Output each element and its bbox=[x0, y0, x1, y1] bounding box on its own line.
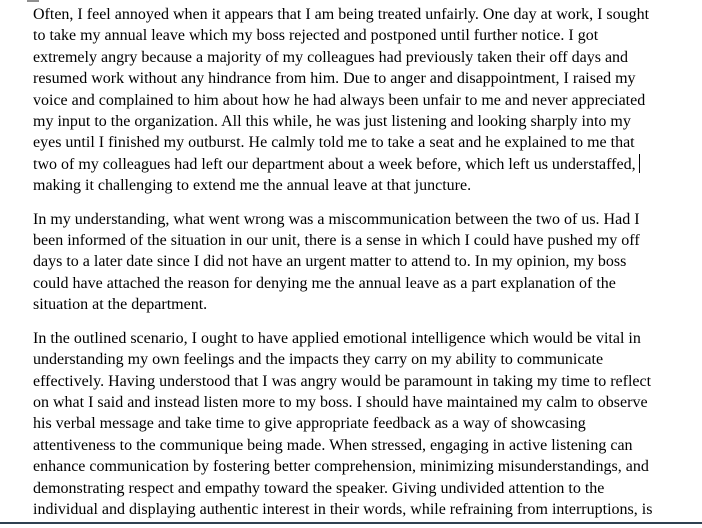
text-line[interactable]: to take my annual leave which my boss rejected and postponed until further notice. I got bbox=[33, 27, 599, 45]
text-line[interactable]: understanding my own feelings and the impacts they carry on my ability to communicate bbox=[33, 351, 604, 369]
text-line[interactable]: on what I said and instead listen more to my boss. I should have maintained my calm to observe bbox=[33, 393, 648, 411]
text-line-text: two of my colleagues had left our department about a week before, which left us understaffed, bbox=[33, 155, 636, 173]
document-text-area[interactable] bbox=[33, 4, 695, 528]
window-edge-bar bbox=[0, 522, 702, 524]
text-line[interactable]: could have attached the reason for denying me the annual leave as a part explanation of the bbox=[33, 274, 616, 292]
text-line[interactable]: attentiveness to the communique being made. When stressed, engaging in active listening can bbox=[33, 436, 633, 454]
text-line[interactable]: been informed of the situation in our unit, there is a sense in which I could have pushed my off bbox=[33, 232, 640, 250]
text-line[interactable]: eyes until I finished my outburst. He calmly told me to take a seat and he explained to me that bbox=[33, 134, 635, 152]
text-line[interactable]: my input to the organization. All this while, he was just listening and looking sharply into my bbox=[33, 113, 631, 131]
text-line[interactable]: individual and displaying authentic interest in their words, while refraining from interruptions, is bbox=[33, 500, 653, 518]
text-line[interactable]: resumed work without any hindrance from him. Due to anger and disappointment, I raised my bbox=[33, 70, 636, 88]
text-line[interactable]: effectively. Having understood that I was angry would be paramount in taking my time to reflect bbox=[33, 372, 652, 390]
cropped-ui-artifact bbox=[27, 0, 39, 2]
text-line[interactable]: Often, I feel annoyed when it appears that I am being treated unfairly. One day at work, I sought bbox=[33, 6, 650, 23]
paragraph-2[interactable] bbox=[33, 209, 695, 316]
text-line[interactable]: demonstrating respect and empathy toward the speaker. Giving undivided attention to the bbox=[33, 479, 605, 497]
text-line[interactable]: days to a later date since I did not have an urgent matter to attend to. In my opinion, my boss bbox=[33, 253, 627, 271]
text-line[interactable]: making it challenging to extend me the annual leave at that juncture. bbox=[33, 177, 472, 195]
text-line[interactable]: his verbal message and take time to give appropriate feedback as a way of showcasing bbox=[33, 415, 586, 433]
text-line[interactable]: extremely angry because a majority of my colleagues had previously taken their off days and bbox=[33, 48, 629, 66]
text-line[interactable]: enhance communication by fostering better comprehension, minimizing misunderstandings, and bbox=[33, 458, 649, 476]
text-line[interactable]: voice and complained to him about how he had always been unfair to me and never appreciated bbox=[33, 91, 646, 109]
text-line[interactable]: In my understanding, what went wrong was a miscommunication between the two of us. Had I bbox=[33, 210, 640, 228]
paragraph-3[interactable] bbox=[33, 328, 695, 521]
text-caret bbox=[639, 154, 641, 173]
text-line[interactable]: situation at the department. bbox=[33, 296, 208, 314]
paragraph-1[interactable] bbox=[33, 4, 695, 197]
text-line[interactable]: In the outlined scenario, I ought to have applied emotional intelligence which would be vital in bbox=[33, 329, 641, 347]
text-line-with-caret[interactable] bbox=[33, 154, 695, 175]
